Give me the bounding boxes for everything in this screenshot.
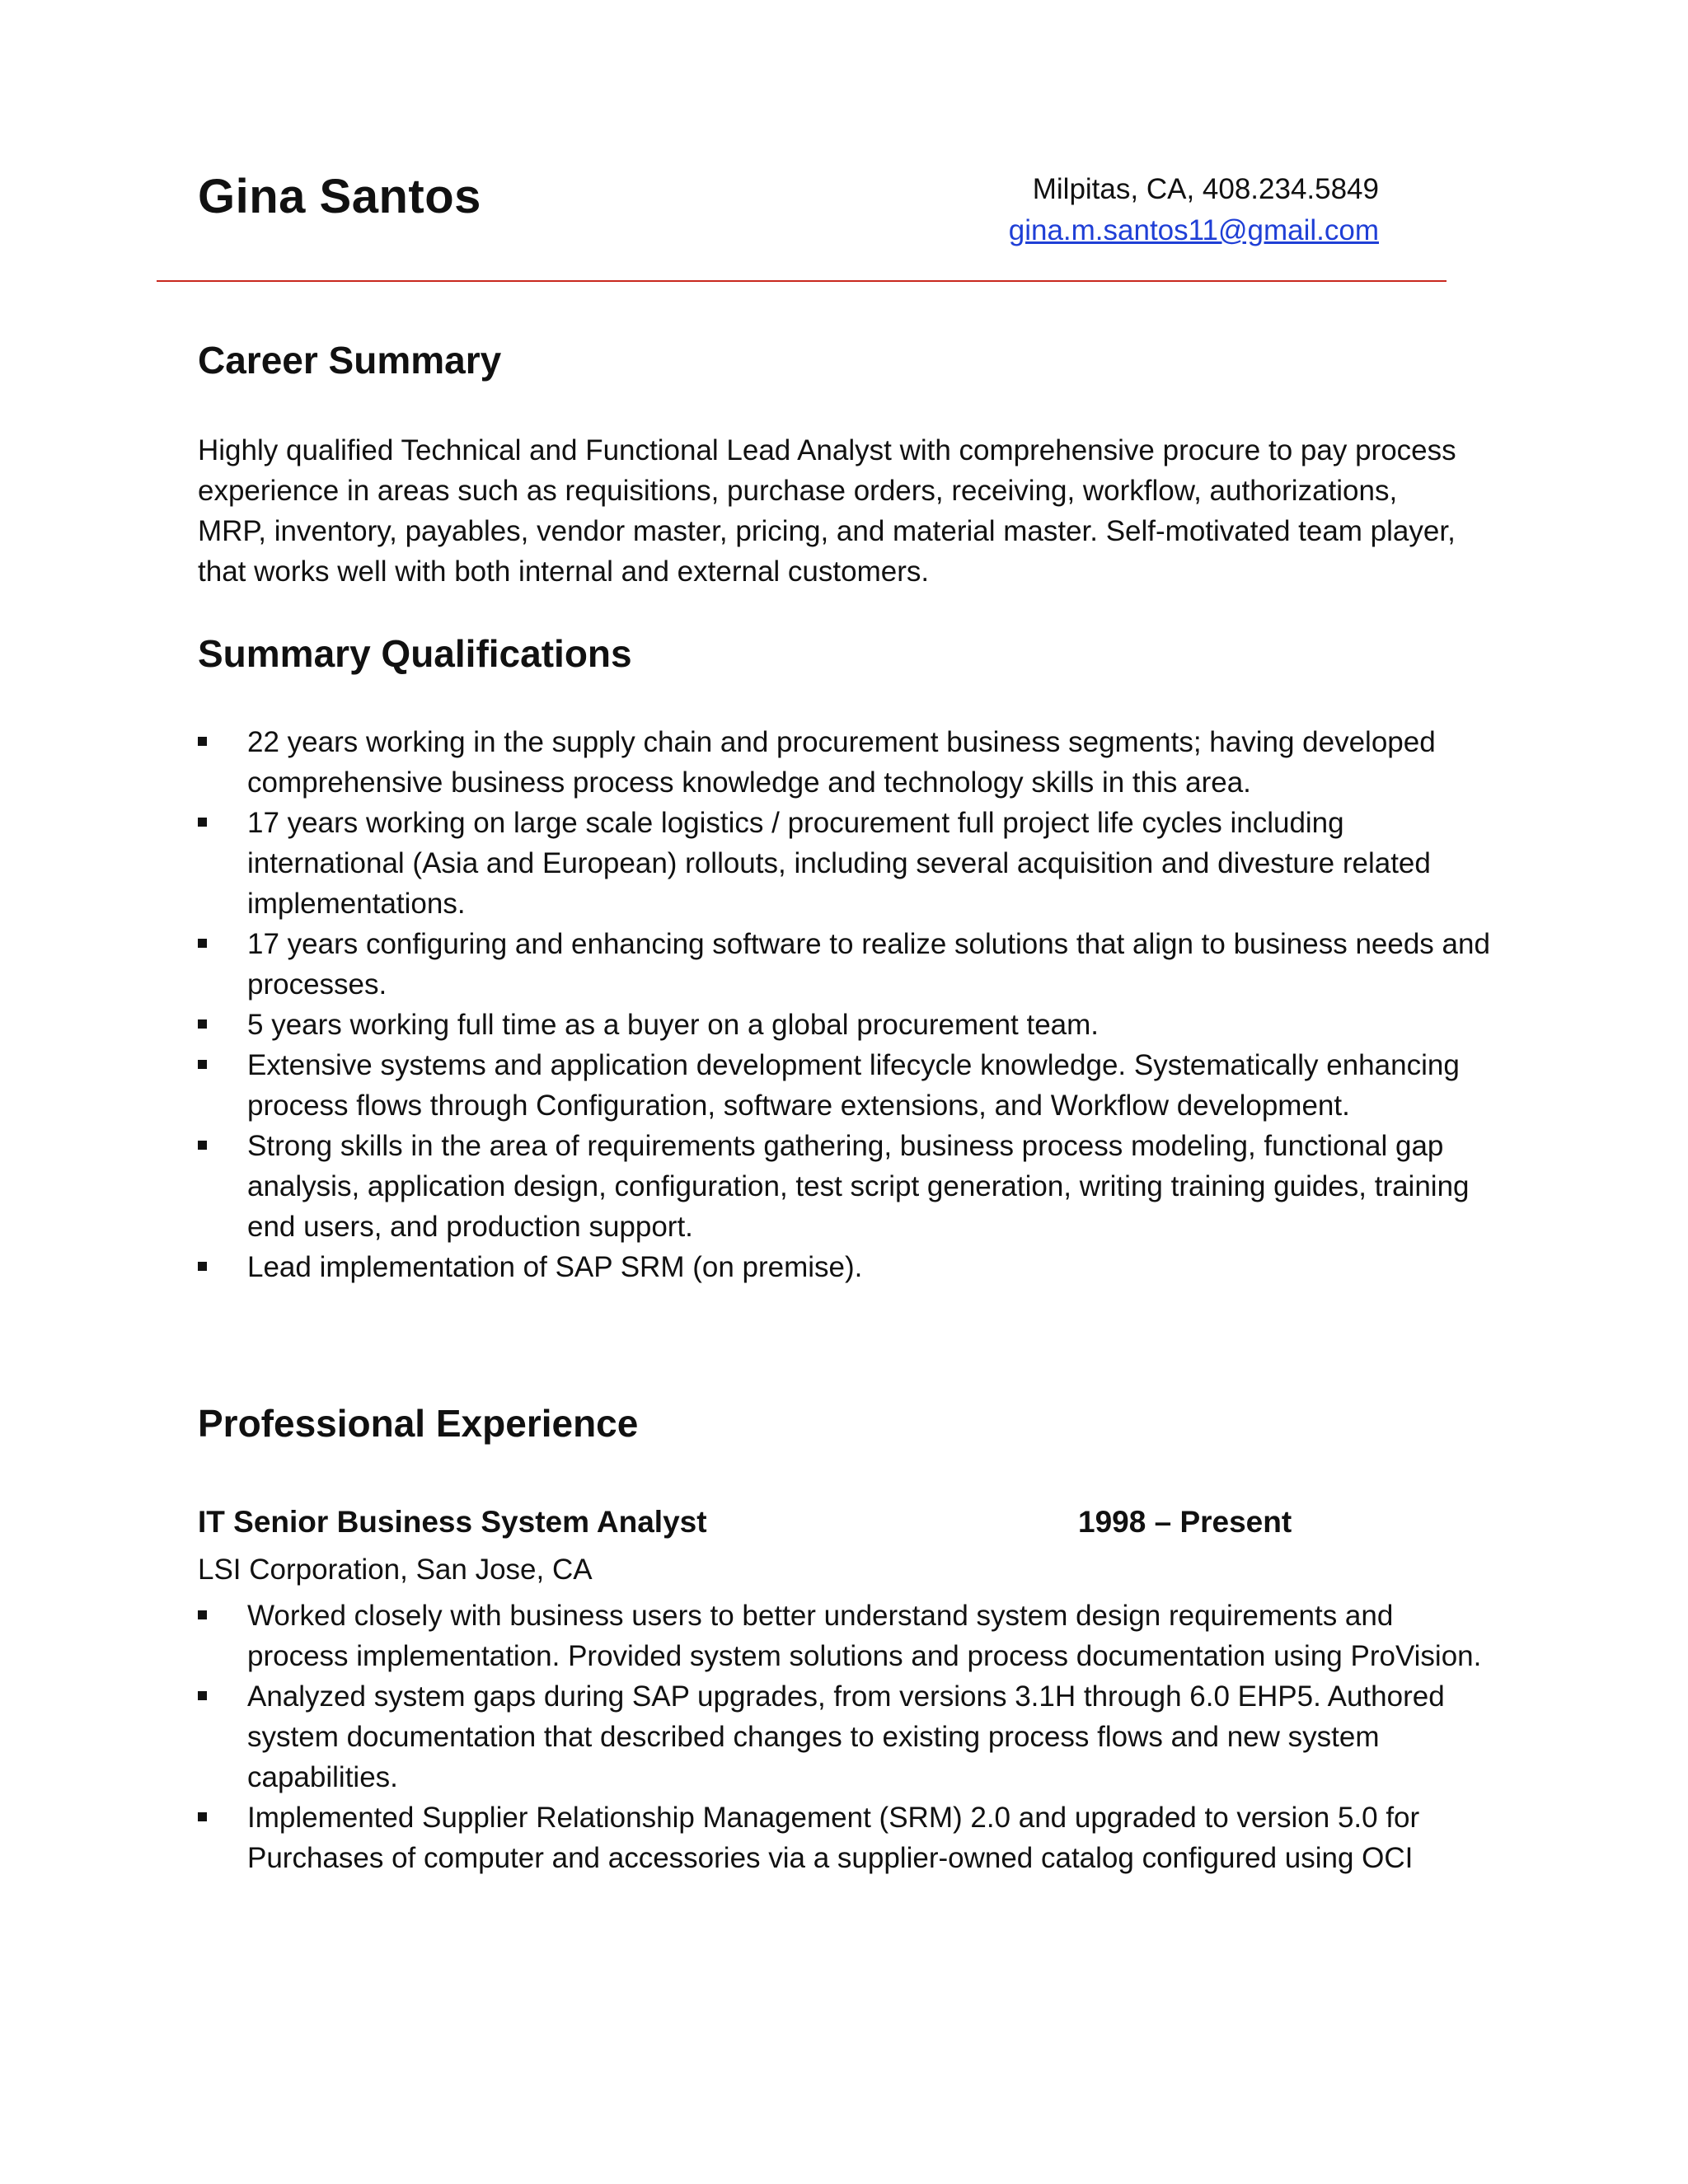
list-item bbox=[198, 1126, 1500, 1247]
summary-qualifications-heading: Summary Qualifications bbox=[198, 632, 632, 675]
bullet-square-icon bbox=[198, 1610, 207, 1619]
contact-block bbox=[1009, 169, 1379, 251]
list-item-text: 17 years working on large scale logistics / procurement full project life cycles including international (Asia and European) rollouts, including several acquisition and divesture related implementations. bbox=[247, 807, 1431, 920]
list-item bbox=[198, 1005, 1500, 1045]
list-item-text: Lead implementation of SAP SRM (on premise). bbox=[247, 1251, 863, 1283]
professional-experience-heading: Professional Experience bbox=[198, 1402, 639, 1445]
list-item bbox=[198, 1676, 1500, 1797]
bullet-square-icon bbox=[198, 818, 207, 827]
list-item bbox=[198, 1596, 1500, 1676]
career-summary-text bbox=[198, 430, 1471, 592]
bullet-square-icon bbox=[198, 1812, 207, 1821]
email-link[interactable]: gina.m.santos11@gmail.com bbox=[1008, 214, 1379, 246]
list-item-text: 5 years working full time as a buyer on a global procurement team. bbox=[247, 1009, 1100, 1041]
bullet-square-icon bbox=[198, 1141, 207, 1150]
job-dates: 1998 – Present bbox=[1078, 1505, 1292, 1539]
list-item bbox=[198, 722, 1500, 803]
bullet-square-icon bbox=[198, 939, 207, 948]
career-summary-paragraph: Highly qualified Technical and Functional Lead Analyst with comprehensive procure to pay process experience in areas such as requisitions, purchase orders, receiving, workflow, authorizations, MRP, inventory, payables, vendor master, pricing, and material master. Self-motivated team player, that works well with both internal and external customers. bbox=[198, 434, 1456, 588]
list-item bbox=[198, 924, 1500, 1005]
location-phone: Milpitas, CA, 408.234.5849 bbox=[1032, 173, 1379, 205]
list-item bbox=[198, 803, 1500, 924]
list-item bbox=[198, 1797, 1500, 1878]
job-company: LSI Corporation, San Jose, CA bbox=[198, 1554, 593, 1586]
list-item bbox=[198, 1045, 1500, 1126]
list-item-text: Implemented Supplier Relationship Management (SRM) 2.0 and upgraded to version 5.0 for Purchases of computer and accessories via a supplier-owned catalog configured using OCI bbox=[247, 1802, 1420, 1874]
resume-name: Gina Santos bbox=[198, 170, 481, 223]
list-item-text: Analyzed system gaps during SAP upgrades, from versions 3.1H through 6.0 EHP5. Authored system documentation that described changes to existing process flows and new system capabilities. bbox=[247, 1680, 1445, 1793]
career-summary-heading: Career Summary bbox=[198, 339, 502, 382]
job-title-row bbox=[198, 1505, 1294, 1540]
list-item-text: 17 years configuring and enhancing software to realize solutions that align to business needs and processes. bbox=[247, 928, 1490, 1001]
qualifications-list bbox=[198, 722, 1500, 1287]
list-item bbox=[198, 1247, 1500, 1287]
list-item-text: 22 years working in the supply chain and procurement business segments; having developed comprehensive business process knowledge and technology skills in this area. bbox=[247, 726, 1436, 799]
bullet-square-icon bbox=[198, 737, 207, 746]
job-title: IT Senior Business System Analyst bbox=[198, 1505, 707, 1539]
list-item-text: Strong skills in the area of requirements gathering, business process modeling, functional gap analysis, application design, configuration, test script generation, writing training guides, training end users, and production support. bbox=[247, 1130, 1470, 1243]
bullet-square-icon bbox=[198, 1019, 207, 1029]
header-divider bbox=[157, 280, 1447, 282]
list-item-text: Extensive systems and application development lifecycle knowledge. Systematically enhancing process flows through Configuration, software extensions, and Workflow development. bbox=[247, 1049, 1460, 1122]
job-bullets-list bbox=[198, 1596, 1500, 1878]
bullet-square-icon bbox=[198, 1262, 207, 1271]
list-item-text: Worked closely with business users to better understand system design requirements and process implementation. Provided system solutions and process documentation using ProVision. bbox=[247, 1600, 1482, 1672]
bullet-square-icon bbox=[198, 1060, 207, 1069]
bullet-square-icon bbox=[198, 1691, 207, 1700]
